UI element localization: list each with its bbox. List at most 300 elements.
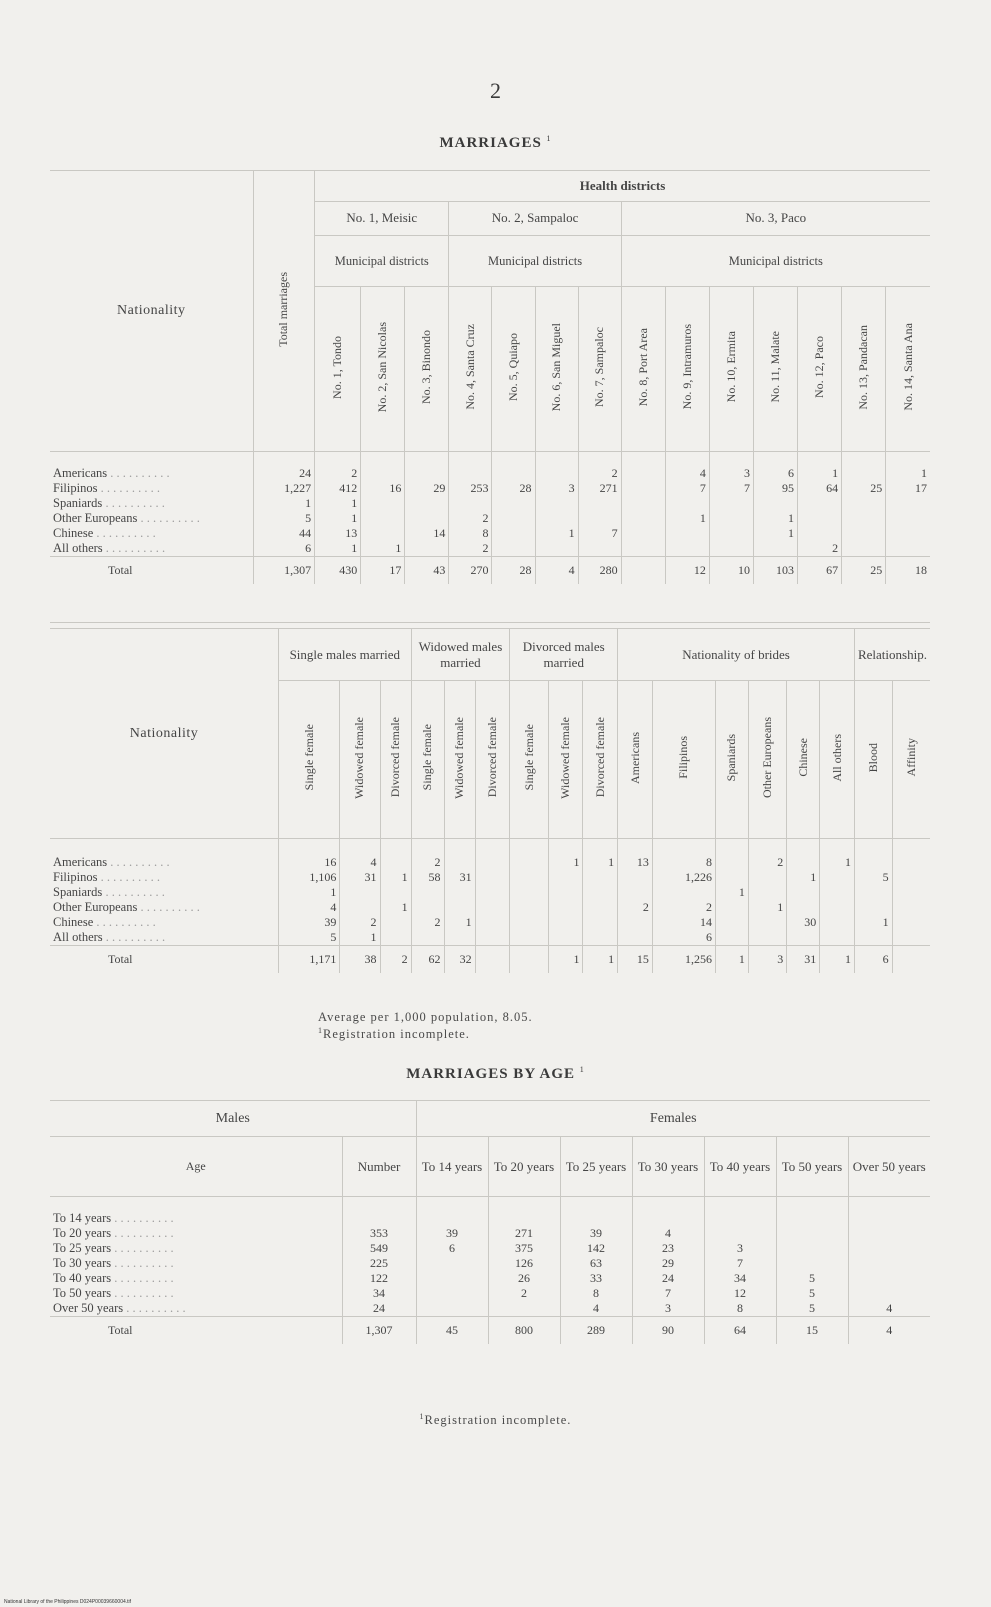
table-cell: 4 — [560, 1301, 632, 1317]
table-cell: 24 — [632, 1271, 704, 1286]
table-cell: 1 — [279, 885, 340, 900]
table-cell: 253 — [449, 481, 492, 496]
table-cell — [892, 885, 930, 900]
table-cell: 5 — [776, 1301, 848, 1317]
nationality-text: All others — [53, 930, 103, 944]
table-cell: 1 — [798, 452, 842, 482]
total-cell: 38 — [340, 946, 380, 974]
leader-dots: . . . . . . . . . . — [123, 1301, 186, 1315]
leader-dots: . . . . . . . . . . — [93, 526, 156, 540]
status-column-header-text: Filipinos — [676, 736, 691, 779]
table-cell: 14 — [652, 915, 715, 930]
table-cell — [753, 496, 797, 511]
nationality-text: Chinese — [53, 915, 94, 929]
table-cell — [842, 526, 886, 541]
table-cell — [618, 885, 653, 900]
table-cell: 1,226 — [652, 870, 715, 885]
table-cell: 271 — [578, 481, 621, 496]
district-column-header-text: No. 12, Paco — [812, 336, 827, 399]
table-cell: 58 — [411, 870, 444, 885]
status-column-header-text: All others — [829, 733, 844, 782]
total-cell — [621, 557, 665, 585]
total-marriages-header: Total marriages — [253, 171, 315, 452]
table-cell: 1 — [444, 915, 475, 930]
district-subheader: Municipal districts — [449, 235, 621, 286]
table-row — [50, 526, 930, 541]
table-cell — [416, 1256, 488, 1271]
total-cell: 18 — [886, 557, 930, 585]
district-column-header — [405, 287, 449, 452]
table-cell — [892, 870, 930, 885]
table-cell — [578, 541, 621, 557]
total-cell: 4 — [848, 1317, 930, 1345]
district-column-header — [709, 287, 753, 452]
status-column-header-text: Widowed female — [352, 716, 367, 799]
status-group-header: Relationship. — [854, 629, 930, 681]
nationality-label — [50, 526, 253, 541]
table-cell — [444, 839, 475, 871]
status-column-header-text: Divorced female — [484, 717, 499, 798]
table-cell — [510, 839, 548, 871]
status-column-header-text: Blood — [865, 742, 880, 773]
table-cell — [892, 930, 930, 946]
nationality-label — [50, 541, 253, 557]
table-cell: 31 — [340, 870, 380, 885]
table-cell: 1 — [583, 839, 618, 871]
status-column-header-text: Divorced female — [388, 717, 403, 798]
footnote-mark: 1 — [419, 1412, 425, 1421]
table-cell: 271 — [488, 1226, 560, 1241]
table-cell: 6 — [253, 541, 315, 557]
table-cell: 2 — [652, 900, 715, 915]
status-column-header-text: Affinity — [903, 738, 918, 777]
table-cell — [892, 839, 930, 871]
status-column-header — [892, 681, 930, 839]
table-cell: 24 — [253, 452, 315, 482]
table-cell — [405, 452, 449, 482]
males-header: Males — [50, 1101, 416, 1137]
footnote-text: Registration incomplete. — [424, 1413, 572, 1428]
table-cell: 3 — [535, 481, 578, 496]
table-cell — [820, 870, 855, 885]
nationality-text: Filipinos — [53, 481, 98, 495]
table-cell — [535, 452, 578, 482]
table-cell — [820, 915, 855, 930]
total-cell: 64 — [704, 1317, 776, 1345]
table-cell — [416, 1271, 488, 1286]
leader-dots: . . . . . . . . . . — [111, 1256, 174, 1270]
table-cell: 26 — [488, 1271, 560, 1286]
table-cell: 7 — [578, 526, 621, 541]
district-column-header-text: No. 13, Pandacan — [856, 324, 871, 410]
table-cell — [709, 541, 753, 557]
table-cell — [380, 885, 411, 900]
total-cell: 3 — [748, 946, 786, 974]
table-cell: 1 — [315, 511, 361, 526]
total-label: Total — [50, 946, 279, 974]
leader-dots: . . . . . . . . . . — [102, 541, 166, 555]
table-cell — [854, 839, 892, 871]
status-column-header — [411, 681, 444, 839]
footnote — [0, 1412, 991, 1428]
table-cell — [361, 496, 405, 511]
status-column-header-text: Single female — [301, 724, 316, 791]
marriages-by-age-table — [50, 1100, 930, 1344]
total-cell: 1 — [548, 946, 583, 974]
table-cell: 6 — [416, 1241, 488, 1256]
library-credit: National Library of the Philippines D024P00039660004.tif — [4, 1599, 132, 1605]
total-row — [50, 557, 930, 585]
table-cell — [340, 885, 380, 900]
table-cell — [798, 496, 842, 511]
table-row — [50, 900, 930, 915]
status-column-header — [279, 681, 340, 839]
leader-dots: . . . . . . . . . . — [111, 1241, 174, 1255]
status-group-header: Divorced males married — [510, 629, 618, 681]
status-column-header-text: Widowed female — [452, 716, 467, 799]
total-cell: 28 — [492, 557, 535, 585]
table-cell: 4 — [340, 839, 380, 871]
female-age-column-header: To 50 years — [776, 1137, 848, 1197]
nationality-label — [50, 1197, 342, 1227]
total-cell: 45 — [416, 1317, 488, 1345]
table-cell — [510, 885, 548, 900]
table-cell: 44 — [253, 526, 315, 541]
table-cell — [548, 900, 583, 915]
table-cell — [380, 930, 411, 946]
table-cell — [548, 930, 583, 946]
table-cell — [716, 915, 749, 930]
nationality-label — [50, 511, 253, 526]
nationality-text: To 30 years — [53, 1256, 112, 1270]
table-cell: 1 — [886, 452, 930, 482]
female-age-column-header: To 20 years — [488, 1137, 560, 1197]
table-cell — [842, 452, 886, 482]
section2-stub-header: Nationality — [50, 629, 279, 839]
district-column-header-text: No. 7, Sampaloc — [592, 327, 607, 408]
male-number-cell: 34 — [342, 1286, 416, 1301]
section1-stub-header: Nationality — [50, 171, 253, 452]
table-cell — [748, 915, 786, 930]
district-subheader: Municipal districts — [315, 235, 449, 286]
table-cell — [449, 496, 492, 511]
table-cell — [848, 1271, 930, 1286]
status-column-header — [444, 681, 475, 839]
table-cell: 63 — [560, 1256, 632, 1271]
section3-title — [0, 1065, 991, 1083]
table-cell: 8 — [652, 839, 715, 871]
table-cell: 1,106 — [279, 870, 340, 885]
table-cell: 1 — [753, 511, 797, 526]
leader-dots: . . . . . . . . . . — [111, 1211, 174, 1225]
table-cell — [842, 496, 886, 511]
nationality-text: Filipinos — [53, 870, 98, 884]
total-cell: 280 — [578, 557, 621, 585]
table-cell — [621, 496, 665, 511]
table-cell: 7 — [632, 1286, 704, 1301]
table-cell: 16 — [361, 481, 405, 496]
nationality-label — [50, 452, 253, 482]
nationality-label — [50, 930, 279, 946]
leader-dots: . . . . . . . . . . — [107, 466, 170, 480]
district-column-header — [842, 287, 886, 452]
table-cell — [748, 870, 786, 885]
table-cell — [842, 511, 886, 526]
table-cell: 28 — [492, 481, 535, 496]
total-number-cell: 1,307 — [342, 1317, 416, 1345]
table-cell — [848, 1241, 930, 1256]
total-cell: 31 — [787, 946, 820, 974]
table-row — [50, 1256, 930, 1271]
male-number-cell: 353 — [342, 1226, 416, 1241]
district-group-header: No. 1, Meisic — [315, 201, 449, 235]
table-cell — [892, 900, 930, 915]
nationality-text: Americans — [53, 855, 108, 869]
age-header: Age — [185, 1159, 206, 1173]
table-cell: 3 — [709, 452, 753, 482]
table-cell — [475, 839, 510, 871]
district-column-header-text: No. 8, Port Area — [635, 327, 650, 407]
status-column-header-text: Other Europeans — [760, 717, 775, 798]
status-column-header — [583, 681, 618, 839]
total-label: Total — [50, 1317, 342, 1345]
female-age-column-header: To 25 years — [560, 1137, 632, 1197]
total-cell: 90 — [632, 1317, 704, 1345]
table-cell — [787, 900, 820, 915]
note-registration-text: Registration incomplete. — [323, 1027, 470, 1042]
table-cell: 8 — [704, 1301, 776, 1317]
table-cell: 39 — [560, 1226, 632, 1241]
table-row — [50, 481, 930, 496]
table-cell — [618, 930, 653, 946]
table-cell: 39 — [279, 915, 340, 930]
total-cell: 4 — [535, 557, 578, 585]
table-cell — [340, 900, 380, 915]
status-column-header — [510, 681, 548, 839]
table-cell — [510, 900, 548, 915]
table-cell: 64 — [798, 481, 842, 496]
table-cell: 5 — [776, 1286, 848, 1301]
leader-dots: . . . . . . . . . . — [137, 900, 200, 914]
table-cell: 412 — [315, 481, 361, 496]
table-cell: 1 — [548, 839, 583, 871]
table-cell — [820, 930, 855, 946]
table-cell — [618, 915, 653, 930]
table-cell: 29 — [632, 1256, 704, 1271]
health-districts-header: Health districts — [315, 171, 930, 202]
table-cell — [583, 930, 618, 946]
table-cell — [411, 930, 444, 946]
table-cell — [618, 870, 653, 885]
marriages-by-district-table — [50, 170, 930, 584]
table-cell — [886, 496, 930, 511]
section3-title-mark: 1 — [579, 1065, 585, 1074]
status-column-header — [380, 681, 411, 839]
table-cell — [652, 885, 715, 900]
table-cell: 2 — [488, 1286, 560, 1301]
table-cell — [380, 915, 411, 930]
table-cell — [665, 541, 709, 557]
nationality-text: Other Europeans — [53, 900, 138, 914]
table-cell — [820, 900, 855, 915]
total-row — [50, 946, 930, 974]
table-cell: 2 — [315, 452, 361, 482]
table-cell — [492, 452, 535, 482]
female-age-column-header: To 14 years — [416, 1137, 488, 1197]
table-cell: 1 — [361, 541, 405, 557]
total-cell: 32 — [444, 946, 475, 974]
male-number-cell: 549 — [342, 1241, 416, 1256]
total-cell: 2 — [380, 946, 411, 974]
total-cell: 1 — [583, 946, 618, 974]
table-cell: 2 — [578, 452, 621, 482]
table-cell — [361, 452, 405, 482]
status-group-header: Widowed males married — [411, 629, 510, 681]
table-cell — [535, 511, 578, 526]
table-cell — [416, 1301, 488, 1317]
status-column-header — [548, 681, 583, 839]
table-cell — [578, 511, 621, 526]
table-cell — [753, 541, 797, 557]
district-column-header — [621, 287, 665, 452]
table-cell: 375 — [488, 1241, 560, 1256]
nationality-label — [50, 1256, 342, 1271]
status-column-header-text: Widowed female — [558, 716, 573, 799]
district-column-header — [753, 287, 797, 452]
table-cell — [621, 526, 665, 541]
table-cell: 4 — [279, 900, 340, 915]
table-cell: 16 — [279, 839, 340, 871]
females-header: Females — [416, 1101, 930, 1137]
table-cell: 8 — [560, 1286, 632, 1301]
nationality-label — [50, 1271, 342, 1286]
table-row — [50, 839, 930, 871]
table-cell — [709, 511, 753, 526]
total-cell: 15 — [776, 1317, 848, 1345]
table-cell — [716, 930, 749, 946]
table-cell: 6 — [652, 930, 715, 946]
total-cell: 270 — [449, 557, 492, 585]
table-cell — [492, 511, 535, 526]
section1-title — [0, 134, 991, 152]
table-cell — [548, 915, 583, 930]
table-cell — [405, 496, 449, 511]
leader-dots: . . . . . . . . . . — [111, 1226, 174, 1240]
total-cell: 103 — [753, 557, 797, 585]
leader-dots: . . . . . . . . . . — [111, 1286, 174, 1300]
total-cell: 25 — [842, 557, 886, 585]
table-cell — [621, 541, 665, 557]
status-column-header-text: Chinese — [795, 738, 810, 777]
table-cell — [716, 900, 749, 915]
table-cell: 1 — [315, 541, 361, 557]
table-cell — [854, 885, 892, 900]
table-cell: 34 — [704, 1271, 776, 1286]
table-cell: 25 — [842, 481, 886, 496]
nationality-label — [50, 900, 279, 915]
table-cell: 1 — [665, 511, 709, 526]
male-number-cell: 122 — [342, 1271, 416, 1286]
table-row — [50, 1241, 930, 1256]
status-column-header — [820, 681, 855, 839]
nationality-label — [50, 496, 253, 511]
table-cell — [449, 452, 492, 482]
table-cell: 33 — [560, 1271, 632, 1286]
district-column-header — [492, 287, 535, 452]
table-cell — [475, 870, 510, 885]
table-cell: 13 — [315, 526, 361, 541]
table-cell: 2 — [798, 541, 842, 557]
district-column-header-text: No. 4, Santa Cruz — [462, 324, 477, 410]
total-cell — [475, 946, 510, 974]
district-column-header — [798, 287, 842, 452]
table-cell — [535, 541, 578, 557]
leader-dots: . . . . . . . . . . — [137, 511, 200, 525]
table-row — [50, 511, 930, 526]
table-cell — [444, 930, 475, 946]
table-cell — [411, 885, 444, 900]
total-cell: 12 — [665, 557, 709, 585]
table-cell — [475, 885, 510, 900]
table-cell: 13 — [618, 839, 653, 871]
note-registration — [318, 1026, 470, 1042]
total-cell: 1,307 — [253, 557, 315, 585]
table-row — [50, 1301, 930, 1317]
status-column-header — [854, 681, 892, 839]
district-column-header-text: No. 9, Intramuros — [679, 324, 694, 410]
table-cell: 23 — [632, 1241, 704, 1256]
status-column-header-text: Single female — [420, 724, 435, 791]
table-cell — [716, 870, 749, 885]
table-cell — [709, 496, 753, 511]
district-column-header — [449, 287, 492, 452]
total-cell: 1 — [820, 946, 855, 974]
leader-dots: . . . . . . . . . . — [93, 915, 156, 929]
table-cell: 31 — [444, 870, 475, 885]
table-cell — [621, 481, 665, 496]
nationality-text: To 20 years — [53, 1226, 112, 1240]
table-cell — [776, 1241, 848, 1256]
status-column-header — [475, 681, 510, 839]
table-cell — [886, 526, 930, 541]
total-cell: 10 — [709, 557, 753, 585]
table-cell — [510, 930, 548, 946]
leader-dots: . . . . . . . . . . — [102, 930, 166, 944]
table-cell — [510, 870, 548, 885]
table-cell: 3 — [704, 1241, 776, 1256]
table-cell — [535, 496, 578, 511]
district-group-header: No. 2, Sampaloc — [449, 201, 621, 235]
district-column-header-text: No. 2, San Nicolas — [375, 321, 390, 413]
table-cell: 2 — [411, 915, 444, 930]
table-cell — [475, 915, 510, 930]
table-cell — [848, 1226, 930, 1241]
nationality-label — [50, 839, 279, 871]
leader-dots: . . . . . . . . . . — [102, 496, 165, 510]
table-cell — [510, 915, 548, 930]
table-cell — [709, 526, 753, 541]
table-cell: 1 — [380, 870, 411, 885]
total-cell: 1 — [716, 946, 749, 974]
table-row — [50, 452, 930, 482]
table-cell — [380, 839, 411, 871]
table-cell: 7 — [665, 481, 709, 496]
table-cell — [798, 526, 842, 541]
table-cell — [492, 526, 535, 541]
total-cell: 62 — [411, 946, 444, 974]
total-cell — [510, 946, 548, 974]
table-cell — [361, 511, 405, 526]
